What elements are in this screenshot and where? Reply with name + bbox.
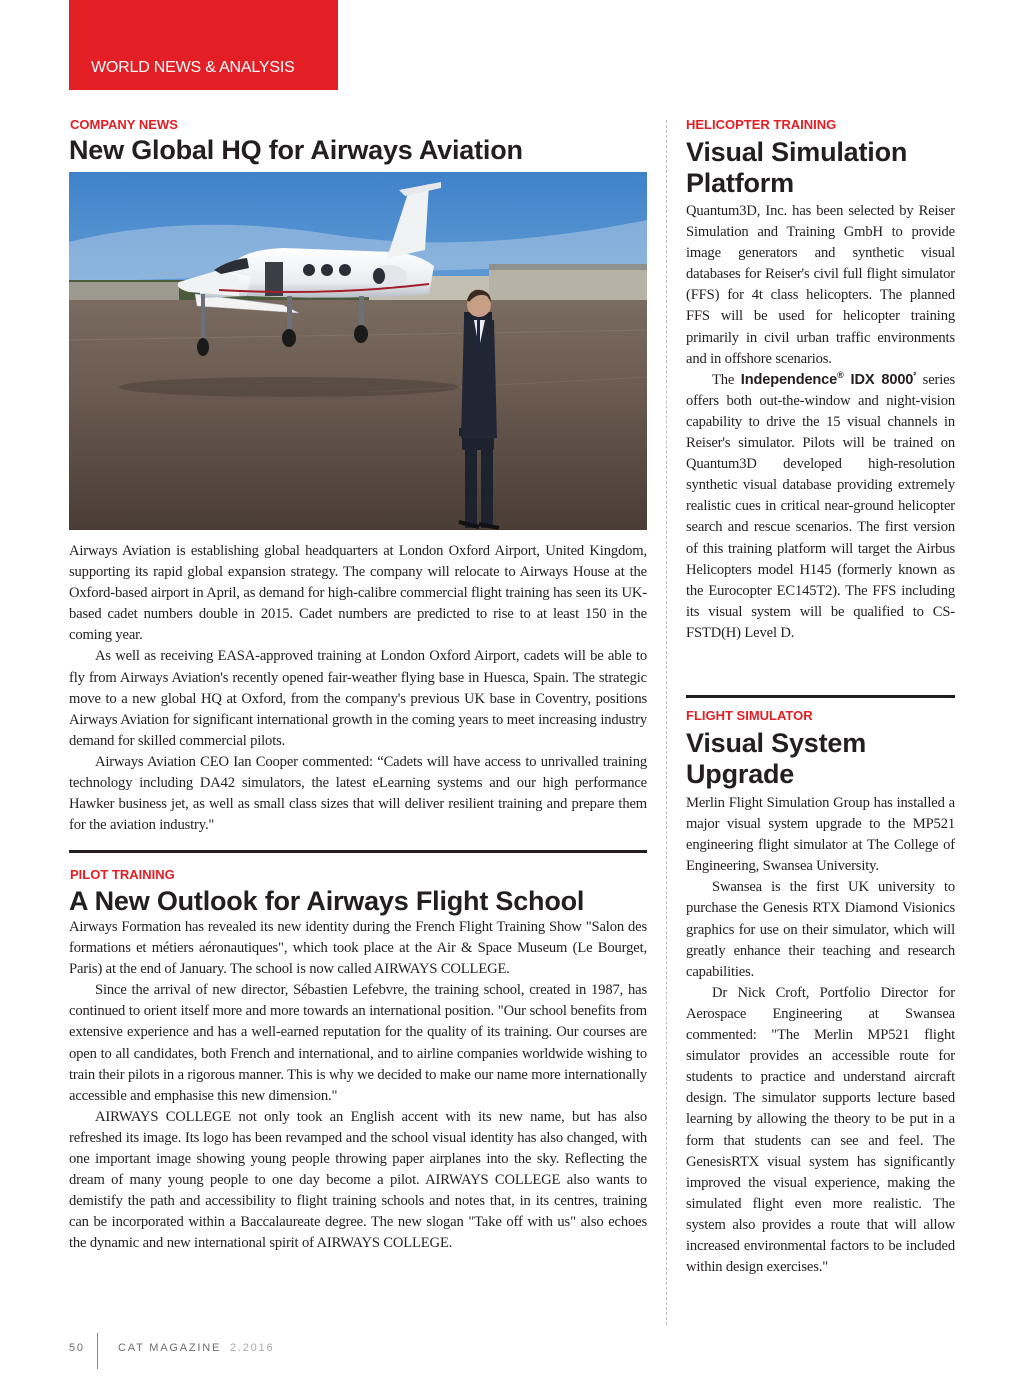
section-label: WORLD NEWS & ANALYSIS	[91, 59, 295, 76]
section-divider	[686, 695, 955, 698]
registered-mark: ®	[837, 369, 844, 380]
college-headline: A New Outlook for Airways Flight School	[69, 886, 585, 916]
heli-body	[686, 201, 955, 644]
product-name: Independence® IDX $8000^{^2}$	[740, 369, 917, 388]
hq-paragraph: Airways Aviation is establishing global headquarters at London Oxford Airport, United Kingdom, supporting its rapid global expansion strategy. The company will relocate to Airways House at the Oxford-based airport in April, as demand for high-calibre commercial flight training has seen its UK-based cadet numbers double in 2015. Cadet numbers are predicted to rise to at least 150 in the coming year.	[69, 543, 647, 644]
college-body	[69, 917, 647, 1255]
heli-headline-line: Platform	[686, 168, 794, 198]
hq-photo	[69, 172, 647, 530]
superscript-mark: ²	[913, 369, 917, 380]
column-separator	[666, 120, 667, 1325]
footer-separator	[97, 1333, 98, 1369]
heli-kicker: HELICOPTER TRAINING	[686, 117, 837, 132]
heli-text-pre: The	[712, 371, 741, 388]
college-paragraph: AIRWAYS COLLEGE not only took an English accent with its new name, but has also refreshed its image. Its logo has been revamped and the school visual identity has also changed, with one important image showing young people throwing paper airplanes into the sky. Reflecting the dream of many young people to one day become a pilot. AIRWAYS COLLEGE also wants to demistify the path and accessibility to flight training schools and notes that, in its centres, training can be incorporated within a Baccalaureate degree. The new slogan "Take off with us" also echoes the dynamic and new international spirit of AIRWAYS COLLEGE.	[69, 1108, 647, 1252]
footer-publication	[118, 1342, 274, 1354]
heli-text-post: series offers both out-the-window and night-vision capability to drive the 15 visual channels in Reiser's simulator. Pilots will be trained on Quantum3D developed high-resolution synthetic visual database providing extremely realistic cues in critical near-ground helicopter search and rescue scenarios. The first version of this training platform will target the Airbus Helicopters model H145 (formerly known as the Eurocopter EC145T2). The FFS including its visual system will be qualified to CS-FSTD(H) Level D.	[686, 371, 955, 641]
merlin-headline-line: Upgrade	[686, 759, 795, 789]
heli-paragraph: Quantum3D, Inc. has been selected by Reiser Simulation and Training GmbH to provide image generators and synthetic visual databases for Reiser's civil full flight simulator (FFS) for 4t class helicopters. The planned FFS will be used for helicopter training primarily in civil urban traffic environments and in offshore scenarios.	[686, 203, 955, 367]
college-paragraph: Airways Formation has revealed its new identity during the French Flight Training Show "Salon des formations et métiers aéronautiques", which took place at the Air & Space Museum (Le Bourget, Paris) at the end of January. The school is now called AIRWAYS COLLEGE.	[69, 919, 647, 978]
issue-number: 2.2016	[229, 1342, 275, 1354]
page-number: 50	[69, 1342, 85, 1354]
merlin-headline	[686, 728, 956, 790]
merlin-paragraph: Swansea is the first UK university to purchase the Genesis RTX Diamond Visionics graphics for use on their simulator, which will greatly enhance their teaching and research capabilities.	[686, 879, 955, 980]
heli-paragraph	[686, 370, 955, 644]
magazine-name: CAT MAGAZINE	[118, 1342, 222, 1354]
merlin-headline-line: Visual System	[686, 728, 867, 758]
hq-headline: New Global HQ for Airways Aviation	[69, 135, 523, 165]
section-banner	[69, 0, 338, 90]
section-divider	[69, 850, 647, 853]
hq-body	[69, 541, 647, 836]
college-kicker: PILOT TRAINING	[70, 867, 175, 882]
merlin-paragraph: Dr Nick Croft, Portfolio Director for Aerospace Engineering at Swansea commented: "The Merlin MP521 flight simulator provides an accessible route for students to practice and understand aircraft design. The simulator supports lecture based learning by allowing the theory to be put in a form that students can see and feel. The GenesisRTX visual system has significantly improved the visual experience, making the simulated flight even more realistic. The system also provides a route that will allow increased environmental factors to be included within design exercises."	[686, 984, 955, 1276]
hq-paragraph: Airways Aviation CEO Ian Cooper commented: “Cadets will have access to unrivalled training technology including DA42 simulators, the latest eLearning systems and our high performance Hawker business jet, as well as small class sizes that will deliver resilient training and prepare them for the aviation industry."	[69, 753, 647, 834]
merlin-paragraph: Merlin Flight Simulation Group has installed a major visual system upgrade to the MP521 engineering flight simulator at The College of Engineering, Swansea University.	[686, 795, 955, 875]
hq-kicker: COMPANY NEWS	[70, 117, 178, 132]
merlin-body	[686, 793, 955, 1278]
heli-headline-line: Visual Simulation	[686, 137, 908, 167]
college-paragraph: Since the arrival of new director, Sébastien Lefebvre, the training school, created in 1987, has continued to orient itself more and more towards an international position. "Our school benefits from extensive experience and has a well-earned reputation for the quality of its training. Our courses are open to all candidates, both French and international, and to airline companies worldwide wishing to train their pilots in a rigorous manner. This is why we decided to make our name more internationally accessible and emphasise this new dimension."	[69, 982, 647, 1104]
merlin-kicker: FLIGHT SIMULATOR	[686, 708, 813, 723]
heli-headline	[686, 137, 956, 199]
hq-paragraph: As well as receiving EASA-approved training at London Oxford Airport, cadets will be able to fly from Airways Aviation's recently opened fair-weather flying base in Huesca, Spain. The strategic move to a new global HQ at Oxford, from the company's previous UK base in Coventry, positions Airways Aviation for significant international growth in the coming years to meet increasing industry demand for skilled commercial pilots.	[69, 648, 647, 749]
